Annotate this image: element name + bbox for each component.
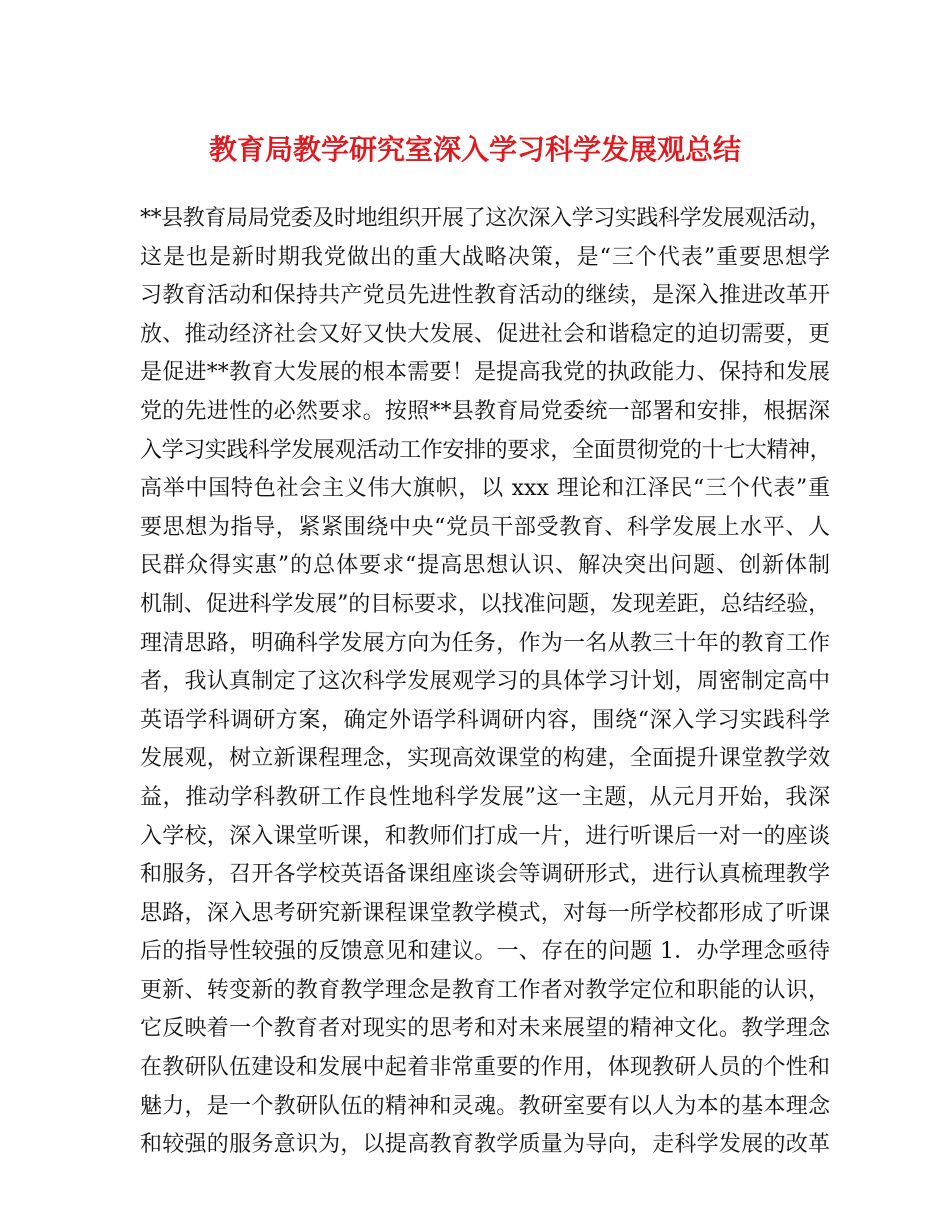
body-text-line: 后的指导性较强的反馈意见和建议。一、存在的问题 1．办学理念亟待 [140, 939, 830, 965]
body-text-line: 入学校，深入课堂听课，和教师们打成一片，进行听课后一对一的座谈 [140, 823, 830, 849]
body-text-line: **县教育局局党委及时地组织开展了这次深入学习实践科学发展观活动， [140, 206, 831, 231]
body-text-line: 机制、促进科学发展”的目标要求，以找准问题，发现差距，总结经验， [140, 591, 831, 617]
body-text-line: 这是也是新时期我党做出的重大战略决策，是“三个代表”重要思想学 [140, 244, 830, 270]
body-text-line: 党的先进性的必然要求。按照**县教育局党委统一部署和安排，根据深 [140, 398, 830, 424]
body-text-line: 理清思路，明确科学发展方向为任务，作为一名从教三十年的教育工作 [140, 630, 830, 656]
body-text-line: 它反映着一个教育者对现实的思考和对未来展望的精神文化。教学理念 [140, 1016, 830, 1042]
body-text-line: 和服务，召开各学校英语备课组座谈会等调研形式，进行认真梳理教学 [140, 862, 830, 888]
body-text-line: 习教育活动和保持共产党员先进性教育活动的继续，是深入推进改革开 [140, 283, 830, 309]
body-text-line: 放、推动经济社会又好又快大发展、促进社会和谐稳定的迫切需要，更 [140, 321, 830, 347]
body-text-line: 在教研队伍建设和发展中起着非常重要的作用，体现教研人员的个性和 [140, 1055, 830, 1081]
body-text-line: 英语学科调研方案，确定外语学科调研内容，围绕“深入学习实践科学 [140, 707, 830, 733]
body-text-line: 思路，深入思考研究新课程课堂教学模式，对每一所学校都形成了听课 [140, 900, 830, 926]
document-title: 教育局教学研究室深入学习科学发展观总结 [208, 133, 741, 166]
body-text-line: 和较强的服务意识为，以提高教育教学质量为导向，走科学发展的改革 [140, 1132, 830, 1158]
body-text-line: 是促进**教育大发展的根本需要！是提高我党的执政能力、保持和发展 [140, 360, 830, 386]
body-text-line: 入学习实践科学发展观活动工作安排的要求，全面贯彻党的十七大精神， [140, 437, 832, 463]
body-text-line: 高举中国特色社会主义伟大旗帜，以 xxx 理论和江泽民“三个代表”重 [140, 476, 830, 502]
body-text-line: 民群众得实惠”的总体要求“提高思想认识、解决突出问题、创新体制 [140, 553, 830, 579]
body-text-line: 者，我认真制定了这次科学发展观学习的具体学习计划，周密制定高中 [140, 669, 830, 695]
body-text-line: 益，推动学科教研工作良性地科学发展”这一主题，从元月开始，我深 [140, 784, 830, 810]
body-text-line: 魅力，是一个教研队伍的精神和灵魂。教研室要有以人为本的基本理念 [140, 1093, 830, 1119]
body-text-line: 发展观，树立新课程理念，实现高效课堂的构建，全面提升课堂教学效 [140, 746, 830, 772]
body-text-line: 更新、转变新的教育教学理念是教育工作者对教学定位和职能的认识， [140, 977, 830, 1003]
document-body [140, 200, 830, 1165]
body-text-line: 要思想为指导，紧紧围绕中央“党员干部受教育、科学发展上水平、人 [140, 514, 830, 540]
